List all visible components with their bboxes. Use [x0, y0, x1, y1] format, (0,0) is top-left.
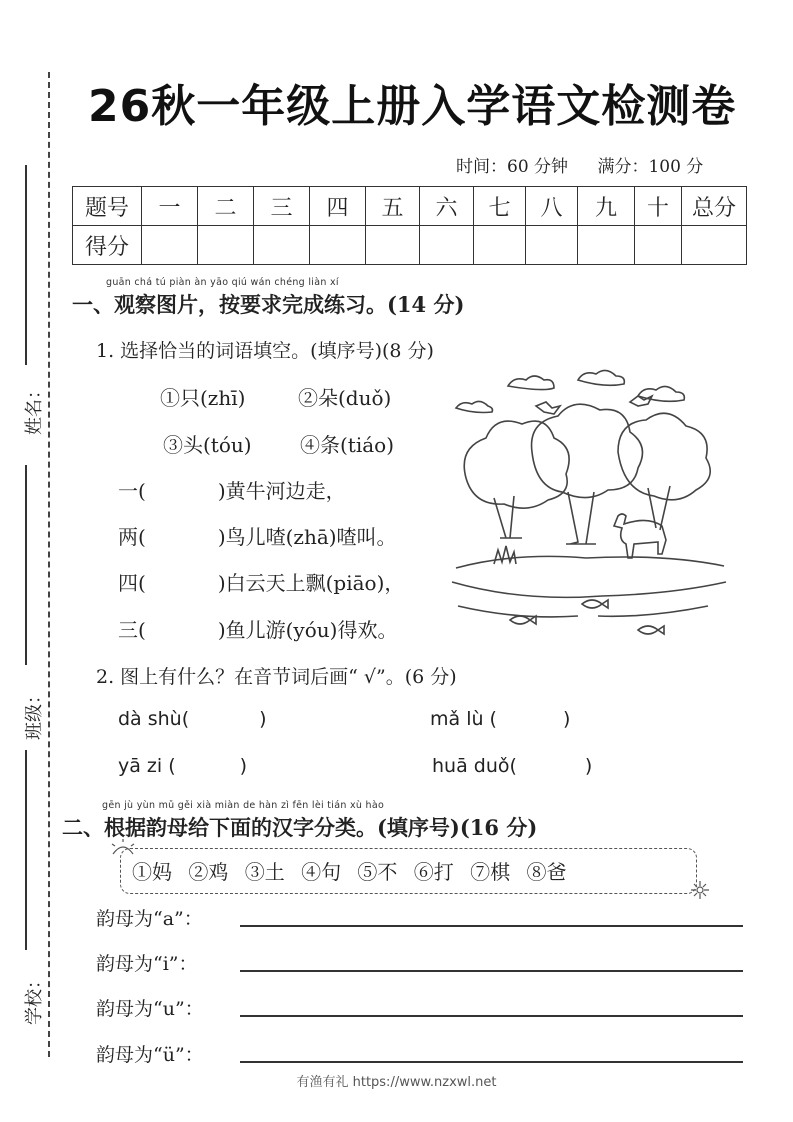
cut-line — [48, 72, 50, 1057]
score-input-cell[interactable] — [635, 226, 682, 265]
table-cell: 九 — [578, 187, 635, 226]
score-table-header-row — [73, 187, 747, 226]
bird-icon — [630, 396, 652, 406]
school-line — [25, 750, 27, 950]
pinyin-word: mǎ lù ( — [430, 708, 497, 730]
score-input-cell[interactable] — [254, 226, 310, 265]
tree-icon — [464, 421, 569, 508]
option-3: ③头(tóu) — [163, 433, 252, 457]
time-limit: 时间：60 分钟 — [456, 157, 569, 177]
option-2: ②朵(duǒ) — [298, 386, 392, 410]
pinyin-word: dà shù( — [118, 708, 190, 730]
score-input-cell[interactable] — [682, 226, 747, 265]
table-cell: 七 — [474, 187, 526, 226]
option-1: ①只(zhī) — [160, 386, 246, 410]
cloud-icon — [456, 401, 493, 412]
exam-meta — [456, 152, 727, 177]
fill-prefix: 一( — [118, 479, 146, 503]
answer-line[interactable] — [240, 970, 743, 972]
fill-sentence — [118, 567, 404, 596]
pinyin-word: yā zi ( — [118, 755, 176, 777]
answer-line[interactable] — [240, 1015, 743, 1017]
pinyin-item — [432, 755, 592, 777]
score-input-cell[interactable] — [474, 226, 526, 265]
pinyin-close: ) — [259, 708, 267, 730]
fish-icon — [582, 600, 608, 608]
fill-prefix: 四( — [118, 571, 146, 595]
fill-sentence — [118, 521, 397, 550]
final-label-v: 韵母为“ü”： — [96, 1044, 204, 1066]
final-label-u: 韵母为“u”： — [96, 998, 204, 1020]
flower-icon — [690, 880, 710, 900]
tree-icon — [532, 404, 643, 497]
fill-sentence — [118, 614, 397, 643]
section1-pinyin: guān chá tú piàn àn yāo qiú wán chéng liàn xí — [106, 277, 339, 288]
score-table — [72, 186, 747, 265]
section2-pinyin: gēn jù yùn mǔ gěi xià miàn de hàn zì fēn lèi tián xù hào — [102, 800, 385, 811]
table-cell: 得分 — [73, 226, 142, 265]
table-cell: 六 — [420, 187, 474, 226]
class-line — [25, 465, 27, 665]
final-label-i: 韵母为“i”： — [96, 953, 198, 975]
table-cell: 总分 — [682, 187, 747, 226]
question-1: 1. 选择恰当的词语填空。(填序号)(8 分) — [96, 340, 434, 362]
table-cell: 八 — [526, 187, 578, 226]
fill-suffix: )鱼儿游(yóu)得欢。 — [217, 618, 398, 642]
table-cell: 十 — [635, 187, 682, 226]
pinyin-item — [118, 755, 247, 777]
bird-icon — [536, 402, 560, 414]
table-cell: 一 — [142, 187, 198, 226]
table-cell: 三 — [254, 187, 310, 226]
table-cell: 题号 — [73, 187, 142, 226]
score-input-cell[interactable] — [142, 226, 198, 265]
fill-sentence — [118, 475, 346, 504]
full-score: 满分：100 分 — [597, 157, 704, 177]
page-title: 26秋一年级上册入学语文检测卷 — [88, 81, 737, 132]
fish-icon — [638, 626, 664, 634]
cow-icon — [614, 514, 666, 558]
score-input-cell[interactable] — [198, 226, 254, 265]
fill-prefix: 三( — [118, 618, 146, 642]
pinyin-close: ) — [239, 755, 248, 777]
name-line — [25, 165, 27, 365]
scene-illustration — [448, 368, 733, 643]
fill-suffix: )黄牛河边走， — [217, 479, 346, 503]
pinyin-item — [430, 708, 570, 730]
answer-line[interactable] — [240, 925, 743, 927]
score-input-cell[interactable] — [310, 226, 366, 265]
class-label: 班级： — [24, 686, 45, 740]
section1-title: 一、观察图片，按要求完成练习。(14 分) — [72, 292, 465, 317]
pinyin-word: huā duǒ( — [432, 755, 517, 777]
score-table-score-row — [73, 226, 747, 265]
footer-watermark: 有渔有礼 https://www.nzxwl.net — [296, 1075, 497, 1090]
table-cell: 四 — [310, 187, 366, 226]
fill-suffix: )白云天上飘(piāo)， — [217, 571, 405, 595]
score-input-cell[interactable] — [526, 226, 578, 265]
tree-icon — [618, 413, 710, 500]
name-label: 姓名： — [24, 381, 45, 435]
score-input-cell[interactable] — [366, 226, 420, 265]
question-2: 2. 图上有什么？在音节词后画“ √”。(6 分) — [96, 666, 457, 688]
sun-icon — [110, 838, 136, 858]
score-input-cell[interactable] — [420, 226, 474, 265]
cloud-icon — [578, 370, 624, 385]
pinyin-close: ) — [562, 708, 571, 730]
answer-line[interactable] — [240, 1061, 743, 1063]
cloud-icon — [508, 376, 554, 390]
pinyin-close: ) — [584, 755, 593, 777]
table-cell: 二 — [198, 187, 254, 226]
section2-title: 二、根据韵母给下面的汉字分类。(填序号)(16 分) — [62, 815, 538, 840]
fill-prefix: 两( — [118, 525, 146, 549]
table-cell: 五 — [366, 187, 420, 226]
option-4: ④条(tiáo) — [300, 433, 395, 457]
fill-suffix: )鸟儿喳(zhā)喳叫。 — [217, 525, 397, 549]
binding-margin — [0, 0, 60, 1122]
character-list: ①妈 ②鸡 ③土 ④句 ⑤不 ⑥打 ⑦棋 ⑧爸 — [132, 860, 567, 884]
school-label: 学校： — [24, 971, 45, 1025]
score-input-cell[interactable] — [578, 226, 635, 265]
final-label-a: 韵母为“a”： — [96, 908, 203, 930]
pinyin-item — [118, 708, 267, 730]
